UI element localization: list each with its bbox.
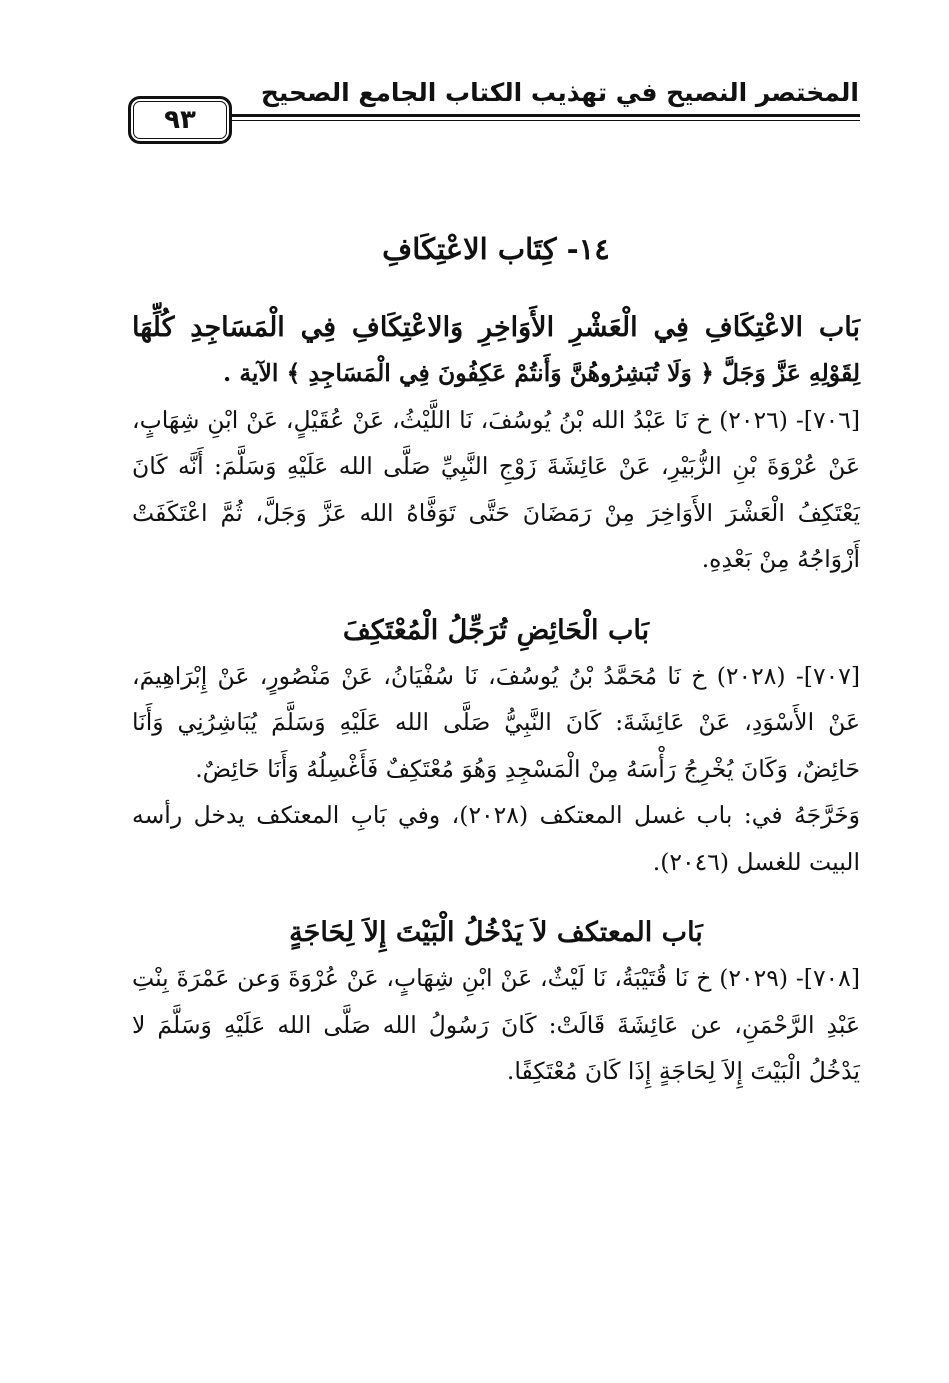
page-number-box: [128, 96, 232, 144]
hadith-text: خ نَا مُحَمَّدُ بْنُ يُوسُفَ، نَا سُفْيَانُ، عَنْ مَنْصُورٍ، عَنْ إِبْرَاهِيمَ، عَنْ الأَسْوَدِ، عَنْ عَائِشَةَ: كَانَ النَّبِيُّ صَلَّى الله عَلَيْهِ وَسَلَّمَ يُبَاشِرُنِي وَأَنَا حَائِضٌ، وَكَانَ يُخْرِجُ رَأْسَهُ مِنْ الْمَسْجِدِ وَهُوَ مُعْتَكِفٌ فَأَغْسِلُهُ وَأَنَا حَائِضٌ.: [132, 661, 860, 783]
hadith-number: [٧٠٦]- (٢٠٢٦): [719, 405, 860, 434]
hadith-number: [٧٠٧]- (٢٠٢٨): [716, 661, 860, 690]
header-rule: [232, 114, 860, 117]
takhrij-note: وَخَرَّجَهُ في: باب غسل المعتكف (٢٠٢٨)، وفي بَابِ المعتكف يدخل رأسه البيت للغسل (٢٠٤٦).: [132, 801, 860, 876]
hadith-text: خ نَا عَبْدُ الله بْنُ يُوسُفَ، نَا اللَّيْثُ، عَنْ عُقَيْلٍ، عَنْ ابْنِ شِهَابٍ، عَنْ عُرْوَةَ بْنِ الزُّبَيْرِ، عَنْ عَائِشَةَ زَوْجِ النَّبِيِّ صَلَّى الله عَلَيْهِ وَسَلَّمَ: أَنَّه كَانَ يَعْتَكِفُ الْعَشْرَ الأَوَاخِرَ مِنْ رَمَضَانَ حَتَّى تَوَفَّاهُ الله عَزَّ وَجَلَّ، ثُمَّ اعْتَكَفَتْ أَزْوَاجُهُ مِنْ بَعْدِهِ.: [132, 405, 860, 573]
hadith-paragraph: [132, 653, 860, 793]
hadith-paragraph: [132, 397, 860, 583]
section-title-continuation: [132, 350, 860, 397]
hadith-paragraph: [132, 955, 860, 1095]
page-number: ٩٣: [164, 105, 196, 135]
chapter-title: ١٤- كِتَاب الاعْتِكَافِ: [382, 232, 610, 266]
hadith-number: [٧٠٨]- (٢٠٢٩): [719, 964, 860, 992]
hadith-text: خ نَا قُتَيْبَةُ، نَا لَيْثٌ، عَنْ ابْنِ شِهَابٍ، عَنْ عُرْوَةَ وَعن عَمْرَةَ بِنْتِ عَبْدِ الرَّحْمَنِ، عن عَائِشَةَ قَالَتْ: كَانَ رَسُولُ الله صَلَّى الله عَلَيْهِ وَسَلَّمَ لا يَدْخُلُ الْبَيْتَ إِلاَ لِحَاجَةٍ إِذَا كَانَ مُعْتَكِفًا.: [132, 964, 860, 1085]
section-title: بَاب الْحَائِضِ تُرَجِّلُ الْمُعْتَكِفَ: [342, 614, 650, 646]
quran-verse-line: لِقَوْلِهِ عَزَّ وَجَلَّ ﴿ وَلَا تُبَشِرُوهُنَّ وَأَنتُمْ عَكِفُونَ فِي الْمَسَاجِدِ ﴾ الآية .: [222, 359, 860, 387]
running-title: المختصر النصيح في تهذيب الكتاب الجامع الصحيح: [260, 78, 859, 107]
section-title: بَاب المعتكف لاَ يَدْخُلُ الْبَيْتَ إِلاَ لِحَاجَةٍ: [289, 917, 703, 948]
page-body: [132, 228, 860, 1095]
section-title: بَاب الاعْتِكَافِ فِي الْعَشْرِ الأَوَاخِرِ وَالاعْتِكَافِ فِي الْمَسَاجِدِ كُلِّهَا: [132, 312, 860, 343]
header-rule-thin: [232, 120, 860, 121]
